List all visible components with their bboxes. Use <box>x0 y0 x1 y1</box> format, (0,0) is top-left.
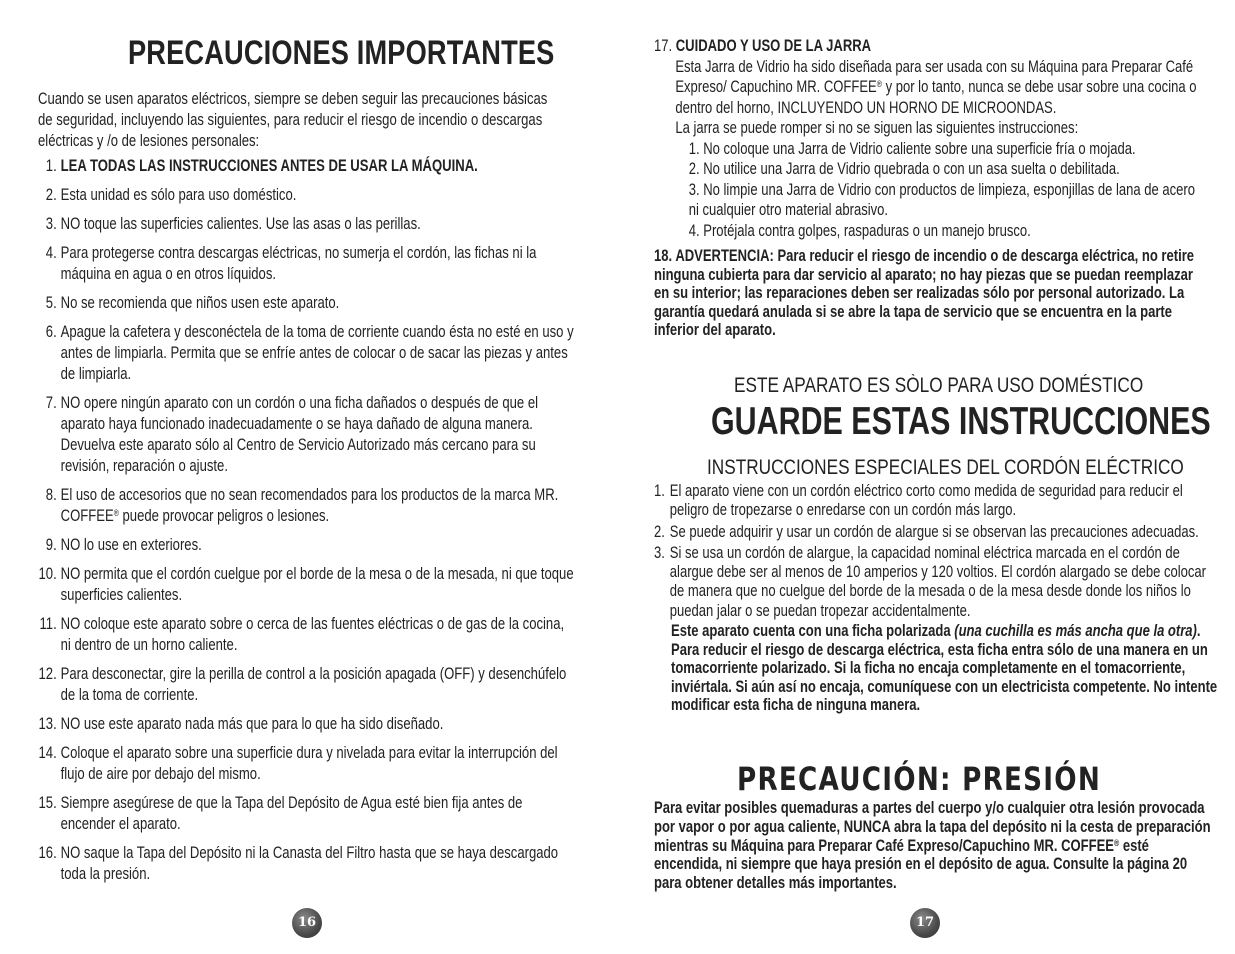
item-number: 10. <box>38 564 57 583</box>
item-text: NO permita que el cordón cuelgue por el borde de la mesa o de la mesada, ni que toque superficies calientes. <box>60 564 574 604</box>
carafe-description <box>654 57 1207 119</box>
list-item <box>38 792 576 834</box>
list-item <box>38 392 576 476</box>
item-text: Para protegerse contra descargas eléctricas, no sumerja el cordón, las fichas ni la máquina en agua o en otros líquidos. <box>60 243 537 283</box>
note-text: . Para reducir el riesgo de descarga eléctrica, esta ficha entra sólo de una manera en un tomacorriente polarizado. Si la ficha no encaja completamente en el tomacorriente, inviértala. Si aún así no encaja, comuníquese con un electricista competente. No intente modificar esta ficha de ninguna manera. <box>671 622 1218 714</box>
registered-mark: ® <box>113 508 119 518</box>
item-number: 16. <box>38 843 57 862</box>
item-text: Se puede adquirir y usar un cordón de alargue si se observan las precauciones adecuadas. <box>669 522 1199 541</box>
warning-text: Para reducir el riesgo de incendio o de descarga eléctrica, no retire ninguna cubierta para dar servicio al aparato; no hay piezas que se puedan reemplazar en su interior; las reparaciones deben ser realizadas sólo por personal autorizado. La garantía quedará anulada si se abre la tapa de servicio que se encuentra en la parte inferior del aparato. <box>654 247 1195 340</box>
list-item <box>38 155 576 176</box>
item-text: Siempre asegúrese de que la Tapa del Depósito de Agua esté bien fija antes de encender el aparato. <box>60 793 523 833</box>
warning-label: ADVERTENCIA: <box>675 247 774 265</box>
item-text: No se recomienda que niños usen este aparato. <box>60 293 340 312</box>
item-number: 14. <box>38 743 57 762</box>
item-text: NO saque la Tapa del Depósito ni la Canasta del Filtro hasta que se haya descargado toda la presión. <box>60 843 559 883</box>
item-text: Para desconectar, gire la perilla de control a la posición apagada (OFF) y desenchúfelo de la toma de corriente. <box>60 664 567 704</box>
sub-item: 1. No coloque una Jarra de Vidrio caliente sobre una superficie fría o mojada. <box>688 139 1136 158</box>
list-item <box>38 713 576 734</box>
item-text: Coloque el aparato sobre una superficie dura y nivelada para evitar la interrupción del flujo de aire por debajo del mismo. <box>60 743 558 783</box>
list-item <box>38 242 576 284</box>
registered-mark: ® <box>876 79 882 89</box>
section-number: 18. <box>654 247 673 265</box>
item-number: 12. <box>38 664 57 683</box>
item-number: 3. <box>45 214 57 233</box>
item-text: Esta unidad es sólo para uso doméstico. <box>60 185 297 204</box>
polarized-plug-note <box>671 622 1220 715</box>
list-item <box>38 184 576 205</box>
sub-item: 3. No limpie una Jarra de Vidrio con productos de limpieza, esponjillas de lana de acero ni cualquier otro material abrasivo. <box>688 180 1196 219</box>
list-item <box>38 842 576 884</box>
item-text: NO coloque este aparato sobre o cerca de las fuentes eléctricas o de gas de la cocina, ni dentro de un horno caliente. <box>60 614 565 654</box>
item-number: 4. <box>45 243 57 262</box>
item-text: El aparato viene con un cordón eléctrico corto como medida de seguridad para reducir el peligro de tropezarse o enredarse con un cordón más largo. <box>669 482 1183 520</box>
section-number: 17. <box>654 37 673 55</box>
pressure-caution-title: PRECAUCIÓN: PRESIÓN <box>737 760 1102 798</box>
item-text: NO toque las superficies calientes. Use las asas o las perillas. <box>60 214 421 233</box>
item-number: 7. <box>45 393 57 412</box>
item-number: 8. <box>45 485 57 504</box>
item-number: 15. <box>38 793 57 812</box>
registered-mark: ® <box>1113 837 1120 848</box>
caution-text: esté encendida, ni siempre que haya presión en el depósito de agua. Consulte la página 20 para obtener detalles más importantes. <box>654 836 1188 893</box>
item-number: 9. <box>45 535 57 554</box>
item-number: 6. <box>45 322 57 341</box>
carafe-lead: La jarra se puede romper si no se siguen las siguientes instrucciones: <box>675 119 1079 137</box>
paragraph-part: y por lo tanto, nunca se debe usar sobre una cocina o dentro del horno, INCLUYENDO UN HORNO DE MICROONDAS. <box>675 78 1197 117</box>
item-text <box>61 485 559 525</box>
caution-text: Para evitar posibles quemaduras a partes del cuerpo y/o cualquier otra lesión provocada por vapor o por agua caliente, NUNCA abra la tapa del depósito ni la cesta de preparación mientras su Máquina para Preparar Café Expreso/Capuchino MR. COFFEE <box>654 799 1211 855</box>
note-text: Este aparato cuenta con una ficha polarizada <box>671 622 955 640</box>
item-text: NO opere ningún aparato con un cordón o una ficha dañados o después de que el aparato haya funcionado inadecuadamente o se haya dañado de alguna manera. Devuelva este aparato sólo al Centro de Servicio Autorizado más cercano para su revisión, reparación o ajuste. <box>60 393 539 475</box>
item-number: 1. <box>654 482 665 500</box>
item-number: 3. <box>654 543 665 562</box>
list-item <box>38 613 576 655</box>
list-item <box>654 544 1219 621</box>
item-number: 2. <box>654 522 665 541</box>
section-title: CUIDADO Y USO DE LA JARRA <box>675 37 872 55</box>
list-item <box>38 742 576 784</box>
paragraph-part: Esta Jarra de Vidrio ha sido diseñada para ser usada con su Máquina para Preparar Café Expreso/ Capuchino MR. COFFEE <box>675 57 1194 96</box>
item-text-part: El uso de accesorios que no sean recomendados para los productos de la marca MR. COFFEE <box>60 485 559 525</box>
warning-section <box>654 247 1199 340</box>
item-text-part: puede provocar peligros o lesiones. <box>118 506 330 525</box>
list-item <box>38 663 576 705</box>
item-number: 13. <box>38 714 57 733</box>
carafe-care-section <box>654 36 1207 241</box>
item-number: 2. <box>45 185 57 204</box>
list-item <box>38 484 576 526</box>
save-instructions-title: GUARDE ESTAS INSTRUCCIONES <box>711 400 1211 443</box>
section-heading <box>654 36 1207 57</box>
precautions-list <box>38 155 576 892</box>
item-text: NO lo use en exteriores. <box>60 535 202 554</box>
page-number-badge: 16 <box>292 908 322 938</box>
pressure-caution-text <box>654 799 1216 893</box>
item-text: LEA TODAS LAS INSTRUCCIONES ANTES DE USAR LA MÁQUINA. <box>60 156 478 175</box>
list-item <box>654 523 1219 542</box>
list-item <box>38 213 576 234</box>
intro-paragraph: Cuando se usen aparatos eléctricos, siempre se deben seguir las precauciones básicas de seguridad, incluyendo las siguientes, para reducir el riesgo de incendio o descargas eléctricas y /o de lesiones personales: <box>38 89 548 150</box>
item-number: 5. <box>45 293 57 312</box>
note-italic: (una cuchilla es más ancha que la otra) <box>954 622 1197 640</box>
page-title: PRECAUCIONES IMPORTANTES <box>128 34 555 72</box>
cord-instructions-title: INSTRUCCIONES ESPECIALES DEL CORDÓN ELÉCTRICO <box>707 456 1184 479</box>
sub-item: 2. No utilice una Jarra de Vidrio quebrada o con un asa suelta o debilitada. <box>688 160 1120 178</box>
sub-item: 4. Protéjala contra golpes, raspaduras o un manejo brusco. <box>688 221 1031 240</box>
page-number-badge: 17 <box>910 908 940 938</box>
domestic-use-note: ESTE APARATO ES SÒLO PARA USO DOMÉSTICO <box>734 374 1144 397</box>
list-item <box>38 563 576 605</box>
list-item <box>38 534 576 555</box>
item-number: 11. <box>39 614 57 633</box>
list-item <box>38 292 576 313</box>
cord-list <box>654 482 1219 623</box>
right-page <box>618 0 1235 954</box>
list-item <box>38 321 576 384</box>
item-text: Apague la cafetera y desconéctela de la toma de corriente cuando ésta no esté en uso y antes de limpiarla. Permita que se enfríe antes de colocar o de sacar las piezas y antes de limpiarla. <box>60 322 574 383</box>
list-item <box>654 482 1219 521</box>
item-text: Si se usa un cordón de alargue, la capacidad nominal eléctrica marcada en el cordón de alargue debe ser al menos de 10 amperios y 120 voltios. El cordón alargado se debe colocar de manera que no cuelgue del borde de la mesada o de la mesa desde donde los niños lo puedan jalar o se puedan tropezar accidentalmente. <box>669 543 1207 620</box>
item-number: 1. <box>45 156 57 175</box>
item-text: NO use este aparato nada más que para lo que ha sido diseñado. <box>60 714 444 733</box>
